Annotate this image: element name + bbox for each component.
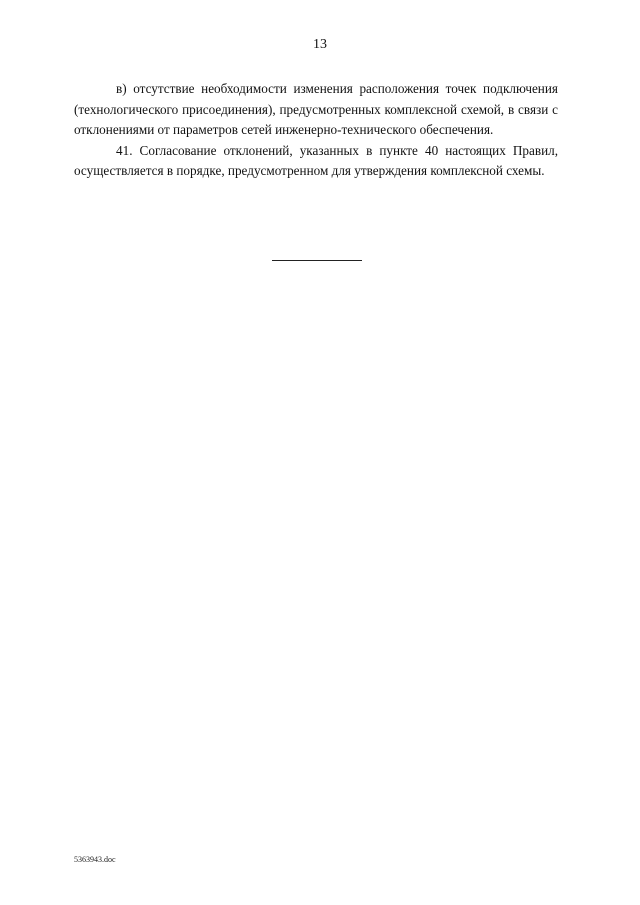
page-number: 13 (313, 37, 327, 52)
document-file-code: 5363943.doc (74, 855, 116, 864)
end-separator-line (272, 260, 362, 261)
document-body (74, 79, 558, 182)
paragraph-41: 41. Согласование отклонений, указанных в пункте 40 настоящих Правил, осуществляется в порядке, предусмотренном для утверждения комплексной схемы. (74, 142, 558, 178)
paragraph-item-v: в) отсутствие необходимости изменения расположения точек подключения (технологического присоединения), предусмотренных комплексной схемой, в связи с отклонениями от параметров сетей инженерно-технического обеспечения. (74, 81, 558, 137)
